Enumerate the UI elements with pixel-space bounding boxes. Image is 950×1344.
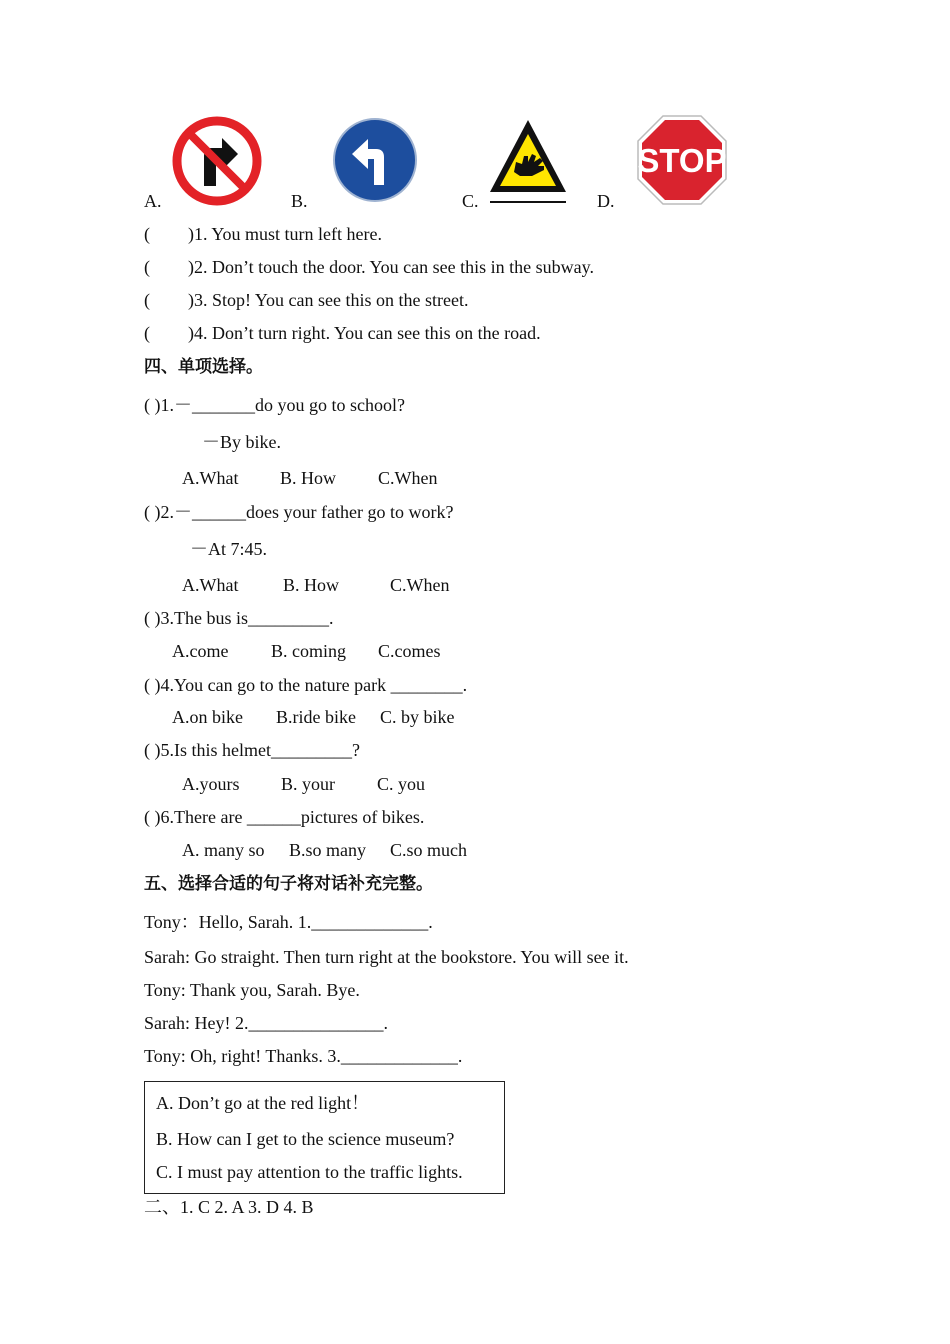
q2-answer: －At 7:45. <box>190 539 268 559</box>
dialogue-line: Sarah: Go straight. Then turn right at the bookstore. You will see it. <box>144 947 629 967</box>
stop-sign-text: STOP <box>637 142 727 179</box>
q6-option-c: C.so much <box>390 840 468 860</box>
answer-key: 二、1. C 2. A 3. D 4. B <box>144 1197 314 1217</box>
sign-a-label: A. <box>144 191 162 211</box>
q5-option-c: C. you <box>377 774 426 794</box>
no-right-turn-sign-icon <box>170 114 264 208</box>
q5-option-b: B. your <box>281 774 335 794</box>
dialogue-line: Tony: Oh, right! Thanks. 3._____________. <box>144 1046 463 1066</box>
dialogue-line: Tony：Hello, Sarah. 1._____________. <box>144 912 433 932</box>
q4-option-c: C. by bike <box>380 707 455 727</box>
sign-c-label: C. <box>462 191 479 211</box>
dialogue-line: Tony: Thank you, Sarah. Bye. <box>144 980 360 1000</box>
q3-option-c: C.comes <box>378 641 441 661</box>
q1-option-c: C.When <box>378 468 438 488</box>
q2-stem: ( )2.－______does your father go to work? <box>144 502 454 522</box>
q5-stem: ( )5.Is this helmet_________? <box>144 740 360 760</box>
sign-d-label: D. <box>597 191 615 211</box>
matching-paren: ( <box>144 323 150 343</box>
section-4-heading: 四、单项选择。 <box>144 357 263 377</box>
matching-question-2: )2. Don’t touch the door. You can see this in the subway. <box>188 257 594 277</box>
q1-answer: －By bike. <box>202 432 281 452</box>
q6-stem: ( )6.There are ______pictures of bikes. <box>144 807 425 827</box>
q2-option-b: B. How <box>283 575 340 595</box>
q4-stem: ( )4.You can go to the nature park ________. <box>144 675 468 695</box>
no-touching-warning-sign-icon <box>486 116 570 206</box>
q2-option-c: C.When <box>390 575 450 595</box>
matching-paren: ( <box>144 290 150 310</box>
sentence-option-b: B. How can I get to the science museum? <box>156 1129 455 1149</box>
q1-stem: ( )1.－_______do you go to school? <box>144 395 405 415</box>
q6-option-a: A. many so <box>182 840 265 860</box>
q1-option-a: A.What <box>182 468 239 488</box>
q2-option-a: A.What <box>182 575 239 595</box>
q5-option-a: A.yours <box>182 774 240 794</box>
turn-left-sign-icon <box>332 117 418 203</box>
sign-b-label: B. <box>291 191 308 211</box>
matching-paren: ( <box>144 257 150 277</box>
q3-option-a: A.come <box>172 641 229 661</box>
dialogue-line: Sarah: Hey! 2._______________. <box>144 1013 388 1033</box>
matching-paren: ( <box>144 224 150 244</box>
q4-option-a: A.on bike <box>172 707 243 727</box>
q3-stem: ( )3.The bus is_________. <box>144 608 334 628</box>
q1-option-b: B. How <box>280 468 337 488</box>
q4-option-b: B.ride bike <box>276 707 356 727</box>
section-5-heading: 五、选择合适的句子将对话补充完整。 <box>144 874 433 894</box>
matching-question-4: )4. Don’t turn right. You can see this on the road. <box>188 323 541 343</box>
sentence-option-c: C. I must pay attention to the traffic lights. <box>156 1162 463 1182</box>
sentence-option-a: A. Don’t go at the red light！ <box>156 1093 370 1113</box>
matching-question-3: )3. Stop! You can see this on the street. <box>188 290 469 310</box>
stop-sign-icon <box>636 114 728 206</box>
q3-option-b: B. coming <box>271 641 346 661</box>
q6-option-b: B.so many <box>289 840 367 860</box>
matching-question-1: )1. You must turn left here. <box>188 224 382 244</box>
